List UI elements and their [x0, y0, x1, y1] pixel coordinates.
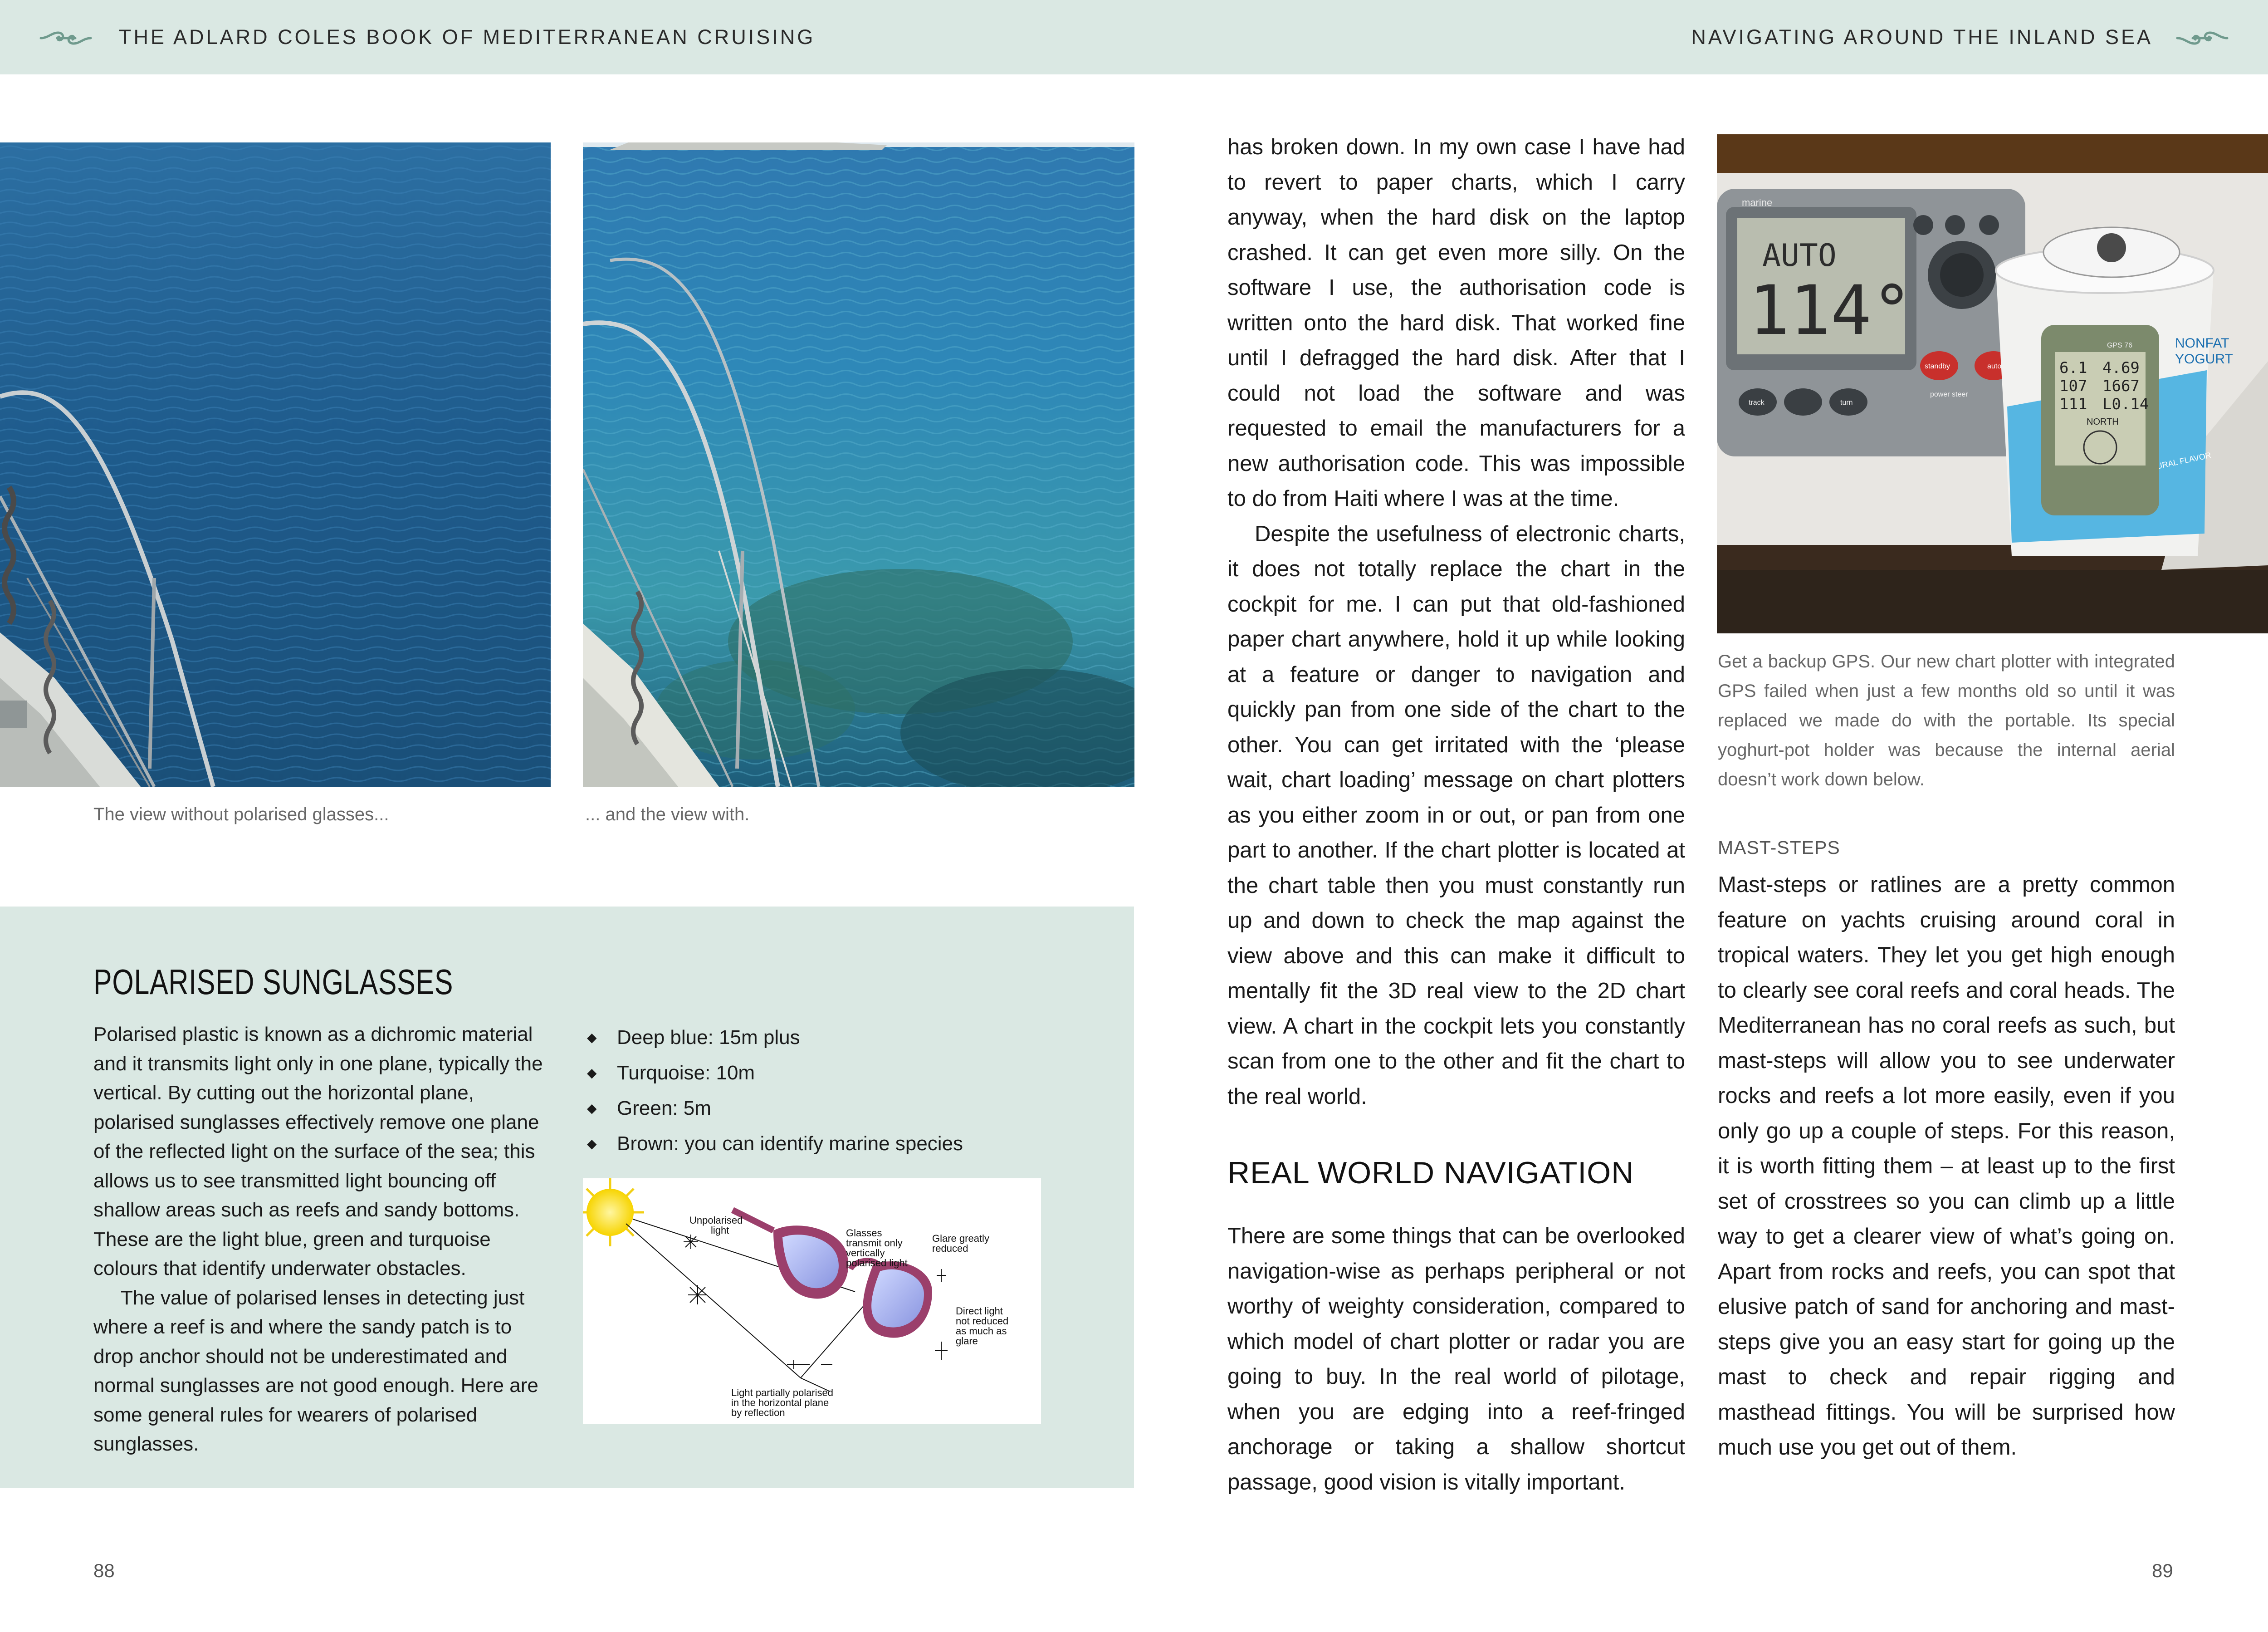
track-button: track [1749, 399, 1765, 407]
gps-readout: 111 [2059, 395, 2087, 413]
sidebar-paragraph: The value of polarised lenses in detecting just where a reef is and where the sandy patch is to drop anchor should not be underestimated and normal sunglasses are not good enough. Here are some general rules for wearers of polarised sunglasses. [93, 1286, 538, 1455]
gps-readout: 1667 [2102, 377, 2140, 395]
mast-steps-text [1718, 867, 2175, 1465]
right-photo-caption: ... and the view with. [585, 804, 750, 824]
gps-model: GPS 76 [2107, 342, 2133, 349]
diagram-label-glare: Glare greatly reduced [932, 1233, 989, 1254]
autopilot-mode: AUTO [1762, 238, 1837, 274]
bullet-item: ◆ Turquoise: 10m [584, 1055, 992, 1091]
body-paragraph: has broken down. In my own case I have had to revert to paper charts, which I carry anyway, when the hard disk on the laptop crashed. It can get even more silly. On the software I use, the authorisation code is written onto the hard disk. That worked fine until I defragged the hard disk. After that I could not load the software and was requested to email the manufacturers for a new authorisation code. This was impossible to do from Haiti where I was at the time. [1227, 135, 1685, 511]
sidebar-title: POLARISED SUNGLASSES [93, 962, 454, 1002]
polarised-light-diagram [583, 1178, 1041, 1424]
pot-label: NONFAT [2175, 336, 2229, 351]
power-steer-label: power steer [1930, 391, 1968, 398]
wave-scroll-ornament-icon [2175, 23, 2229, 52]
diagram-label-partial: Light partially polarised in the horizontal plane by reflection [731, 1387, 834, 1418]
left-page-number: 88 [93, 1560, 115, 1581]
body-paragraph: Mast-steps or ratlines are a pretty common feature on yachts cruising around coral in tropical waters. They let you get high enough to clearly see coral reefs and coral heads. The Mediterranean has no coral reefs as such, but mast-steps will allow you to see underwater rocks and reefs a lot more easily, even if you only go up a couple of steps. For this reason, it is worth fitting them – at least up to the first set of crosstrees so you can climb up a little way to get a clearer view of what’s going on. Apart from rocks and reefs, you can spot that elusive patch of sand for anchoring and mast-steps give you an easy start for going up the mast to check and repair rigging and masthead fittings. You will be surprised how much use you get out of them. [1718, 872, 2175, 1460]
sunglasses-icon [733, 1210, 932, 1338]
standby-button: standby [1925, 363, 1950, 370]
auto-button: auto [1987, 363, 2002, 370]
autopilot-brand: marine [1742, 197, 1773, 208]
section-heading-real-world-navigation: REAL WORLD NAVIGATION [1227, 1156, 1634, 1190]
section-heading-mast-steps: MAST-STEPS [1718, 837, 1840, 858]
bullet-item: ◆ Deep blue: 15m plus [584, 1020, 992, 1055]
photo-sea-without-polarised-glasses [0, 142, 551, 787]
middle-column-text [1227, 130, 1685, 1114]
autopilot-heading: 114° [1749, 271, 1913, 350]
right-page-number: 89 [2152, 1560, 2173, 1581]
gps-north-label: NORTH [2087, 417, 2119, 427]
body-paragraph: There are some things that can be overlooked navigation-wise as perhaps peripheral or not worthy of weighty consideration, compared to which model of chart plotter or radar you are going to buy. In the real world of pilotage, when you are edging into a reef-fringed anchorage or taking a shallow shortcut passage, good vision is vitally important. [1227, 1224, 1685, 1495]
body-paragraph: Despite the usefulness of electronic charts, it does not totally replace the chart in the cockpit for me. I can put that old-fashioned paper chart anywhere, hold it up while looking at a feature or danger to navigation and quickly pan from one side of the chart to the other. You can get irritated with the ‘please wait, chart loading’ message on chart plotters as you either zoom in or out, or pan from one part to another. If the chart plotter is located at the chart table then you must constantly run up and down to check the map against the view above and this can make it difficult to mentally fit the 3D real view to the 2D chart view. A chart in the cockpit lets you constantly scan from one to the other and fit the chart to the real world. [1227, 521, 1685, 1109]
left-running-head: THE ADLARD COLES BOOK OF MEDITERRANEAN CRUISING [119, 25, 816, 49]
gps-readout: 6.1 [2059, 359, 2087, 377]
right-running-head: NAVIGATING AROUND THE INLAND SEA [1691, 25, 2153, 49]
gps-readout: 107 [2059, 377, 2087, 395]
real-world-navigation-text [1227, 1219, 1685, 1500]
diagram-label-unpolarised: Unpolarised light [689, 1215, 743, 1236]
gps-photo-caption: Get a backup GPS. Our new chart plotter with integrated GPS failed when just a few months old so until it was replaced we made do with the portable. Its special yoghurt-pot holder was because the internal aerial doesn’t work down below. [1718, 652, 2175, 789]
turn-button: turn [1840, 399, 1853, 407]
sun-icon [583, 1178, 644, 1246]
photo-backup-gps-in-yoghurt-pot [1717, 134, 2268, 633]
wave-scroll-ornament-icon [39, 23, 93, 52]
gps-readout: L0.14 [2102, 395, 2149, 413]
sidebar-paragraph: Polarised plastic is known as a dichromic material and it transmits light only in one plane, typically the vertical. By cutting out the horizontal plane, polarised sunglasses effectively remove one plane of the reflected light on the surface of the sea; this allows us to see transmitted light bouncing off shallow areas such as reefs and sandy bottoms. These are the light blue, green and turquoise colours that identify underwater obstacles. [93, 1023, 543, 1279]
depth-colour-bullet-list [584, 1020, 992, 1162]
bullet-item: ◆ Green: 5m [584, 1091, 992, 1126]
photo-sea-with-polarised-glasses [583, 142, 1134, 787]
diagram-label-direct: Direct light not reduced as much as glare [956, 1305, 1009, 1347]
pot-label: YOGURT [2175, 352, 2233, 367]
gps-readout: 4.69 [2102, 359, 2140, 377]
diagram-label-glasses: Glasses transmit only vertically polarised light [846, 1227, 908, 1269]
left-photo-caption: The view without polarised glasses... [93, 804, 389, 824]
pot-band-text: NATURAL FLAVOR [2140, 450, 2212, 475]
sidebar-body-text [93, 1020, 547, 1459]
bullet-item: ◆ Brown: you can identify marine species [584, 1126, 992, 1162]
